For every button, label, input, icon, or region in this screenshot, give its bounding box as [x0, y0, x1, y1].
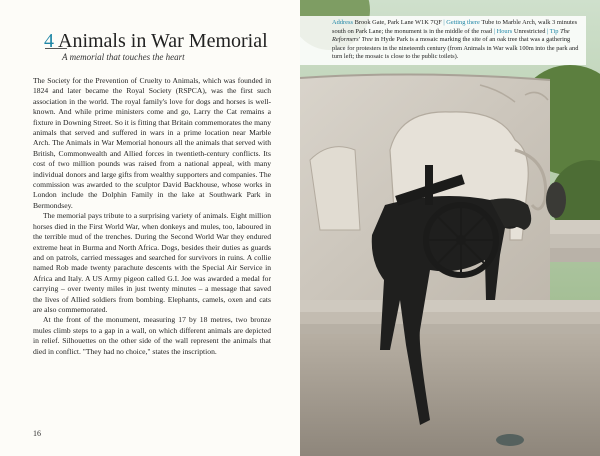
getting-there-value: Tube to Marble Arch, walk 3 minutes south on Park Lane; the monument is in the middle of the road	[332, 19, 578, 35]
tip-label: Tip	[549, 27, 559, 35]
step	[300, 324, 600, 334]
wheel-spokes	[426, 205, 496, 275]
hours-label: Hours	[496, 27, 513, 35]
hours-value: Unrestricted	[513, 27, 546, 35]
body-text	[33, 76, 271, 357]
paragraph-2: The memorial pays tribute to a surprising variety of animals. Eight million horses died in the First World War, when donkeys and mules, too, laboured in the terrible mud of the trenches. During the Second World War they endured extreme heat in Burma and North Africa. Dogs, besides their duties as guards and on patrols, carried messages and searched for survivors in ruins. A collie named Rob made twenty parachute descents with the Special Air Service in Africa and Italy. A US Army pigeon called G.I. Joe was awarded a medal for carrying – over twenty miles in just twenty minutes – a message that saved the lives of Allied soldiers from bombing. Elephants, camels, oxen and cats are also commemorated.	[33, 211, 271, 314]
address-value: Brook Gate, Park Lane W1K 7QF	[354, 19, 442, 26]
page-title: Animals in War Memorial	[58, 30, 268, 52]
paving	[300, 330, 600, 456]
chapter-heading	[44, 30, 268, 53]
ground-plaque	[496, 434, 524, 446]
background-figure	[546, 182, 566, 218]
page-number: 16	[33, 429, 41, 438]
memorial-photo	[300, 0, 600, 456]
info-box: Address Brook Gate, Park Lane W1K 7QF | Getting there Tube to Marble Arch, walk 3 minutes south on Park Lane; the monument is in the middle of the road | Hours Unrestricted | Tip The Reformers' Tree in Hyde Park is a mosaic marking the site of an oak tree that was a gathering place for protesters in the nineteenth century (from Animals in War walk 100m into the park and turn left; the mosaic is close to the public toilets).	[300, 16, 586, 65]
paragraph-3: At the front of the monument, measuring 17 by 18 metres, two bronze mules climb steps to a gap in a wall, on which different animals are depicted in relief. Silhouettes on the other side of the wall represent the animals that died in conflict. "They had no choice," states the inscription.	[33, 315, 271, 356]
paragraph-1: The Society for the Prevention of Cruelty to Animals, which was founded in 1824 and later became the Royal Society (RSPCA), was the first such association in the world. The royal family's love for dogs and horses is well-known. And while prime ministers come and go, Larry the Cat remains a fixture in Downing Street. So it is fitting that Britain commemorates the many animals that served and suffered in wars in a prime location near Marble Arch. The Animals in War Memorial honours all the animals that served with British, Commonwealth and Allied forces in twentieth-century conflicts. Its cost of two million pounds was raised from a national appeal, with many individual donors and large gifts from wealthy supporters and companies. The commission was awarded to the sculptor David Backhouse, whose works in London include the Dolphin Family in the lake at Southwark Park in Bermondsey.	[33, 76, 271, 210]
page-subtitle: A memorial that touches the heart	[62, 52, 185, 62]
address-label: Address	[332, 19, 353, 26]
gun-frame	[425, 165, 433, 205]
step	[300, 312, 600, 324]
number-underline	[45, 48, 67, 49]
getting-there-label: Getting there	[446, 19, 480, 26]
tip-value: in Hyde Park is a mosaic marking the site of an oak tree that was a gathering place for protesters in the nineteenth century (from Animals in War walk 100m into the park and turn left; the mosaic is close to the public toilets).	[332, 36, 579, 61]
chapter-number: 4	[44, 30, 54, 52]
memorial-photo-illustration	[300, 0, 600, 456]
tip-title: The Reformers' Tree	[332, 27, 570, 44]
step	[300, 300, 600, 312]
